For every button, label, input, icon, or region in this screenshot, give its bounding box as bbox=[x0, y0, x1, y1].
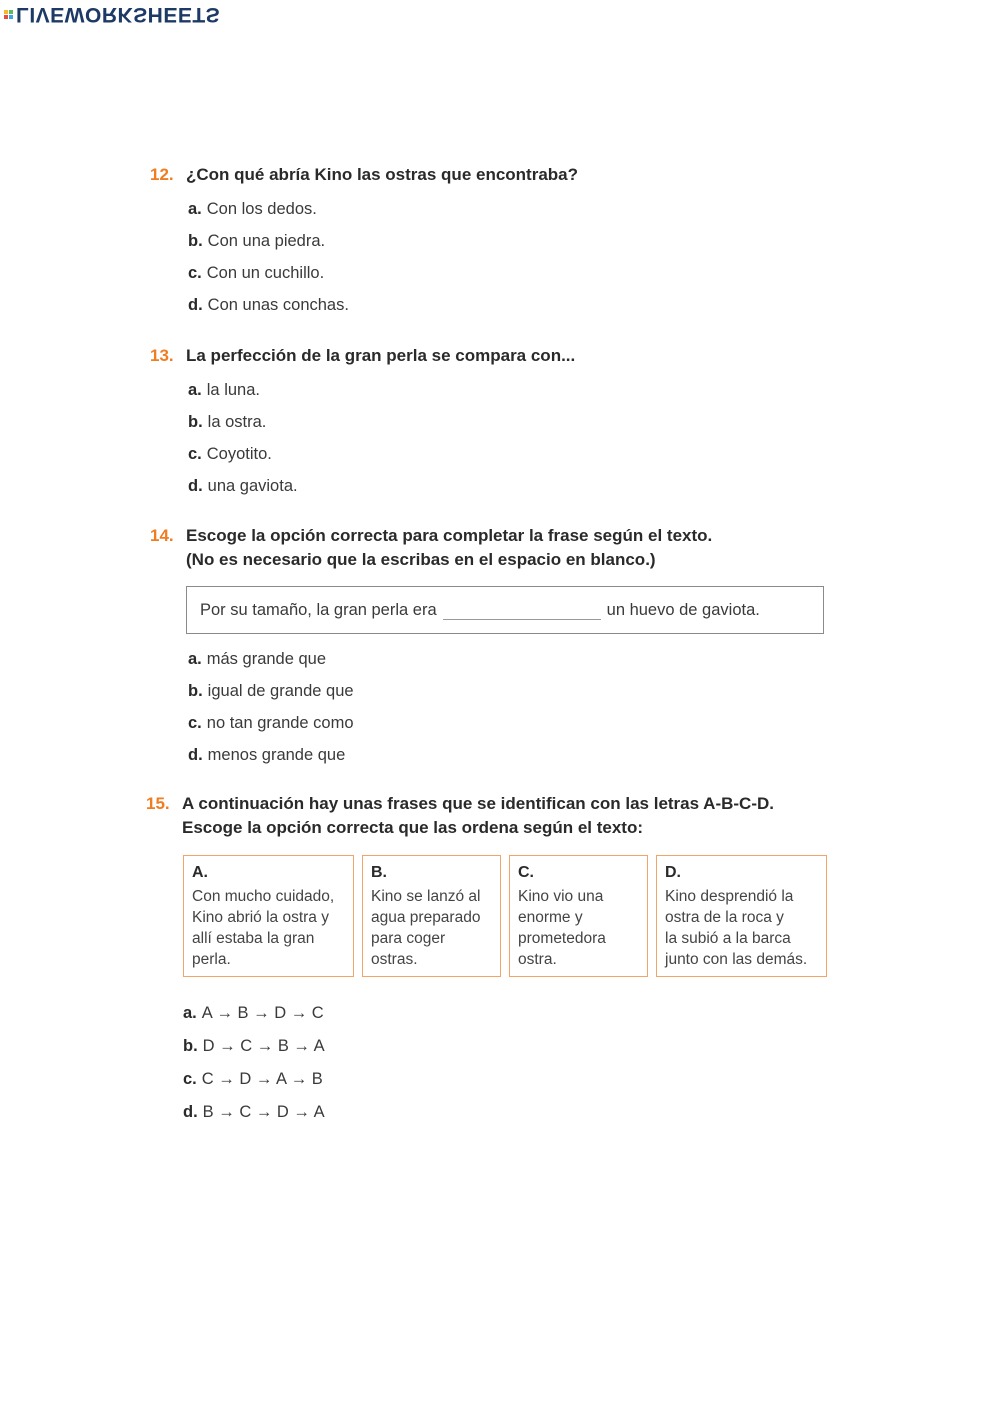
logo-blocks-icon bbox=[4, 10, 13, 19]
option-d[interactable]: d. menos grande que bbox=[188, 746, 346, 764]
option-b[interactable]: b. la ostra. bbox=[188, 413, 267, 431]
question-14-options bbox=[150, 643, 354, 771]
option-c[interactable]: c. Coyotito. bbox=[188, 445, 272, 463]
options-list bbox=[188, 193, 578, 321]
logo-block bbox=[4, 10, 8, 14]
logo-block bbox=[9, 10, 13, 14]
option-b[interactable]: b. Con una piedra. bbox=[188, 232, 326, 250]
card-text: Con mucho cuidado, Kino abrió la ostra y allí estaba la gran perla. bbox=[192, 888, 335, 968]
question-15 bbox=[146, 792, 774, 840]
option-a[interactable]: a. la luna. bbox=[188, 381, 260, 399]
option-c[interactable]: c. no tan grande como bbox=[188, 714, 354, 732]
liveworksheets-logo bbox=[4, 3, 220, 25]
question-number: 12. bbox=[150, 165, 174, 184]
option-b[interactable]: b. D → C → B → A bbox=[183, 1037, 325, 1055]
options-list bbox=[188, 643, 354, 771]
card-text: Kino desprendió la ostra de la roca y la subió a la barca junto con las demás. bbox=[665, 888, 808, 968]
sentence-box bbox=[186, 586, 824, 634]
card-letter: C. bbox=[518, 864, 534, 881]
option-a[interactable]: a. Con los dedos. bbox=[188, 200, 317, 218]
question-number: 14. bbox=[150, 526, 174, 545]
question-text: La perfección de la gran perla se compara con... bbox=[186, 346, 576, 365]
sentence-before: Por su tamaño, la gran perla era bbox=[200, 601, 437, 619]
question-text: A continuación hay unas frases que se identifican con las letras A-B-C-D. Escoge la opción correcta que las ordena según el texto: bbox=[182, 794, 774, 837]
question-12 bbox=[150, 163, 578, 321]
logo-text: LIVEWORKSHEETS bbox=[16, 3, 221, 26]
logo-block bbox=[9, 15, 13, 19]
option-a[interactable]: a. A → B → D → C bbox=[183, 1004, 324, 1022]
card-a bbox=[183, 855, 354, 977]
question-14 bbox=[150, 524, 712, 572]
card-d bbox=[656, 855, 827, 977]
sentence-cards bbox=[183, 855, 827, 977]
options-list bbox=[188, 374, 575, 502]
question-13 bbox=[150, 344, 575, 502]
option-c[interactable]: c. C → D → A → B bbox=[183, 1070, 323, 1088]
question-text: Escoge la opción correcta para completar la frase según el texto. (No es necesario que la escribas en el espacio en blanco.) bbox=[186, 526, 713, 569]
sentence-after: un huevo de gaviota. bbox=[606, 601, 760, 619]
card-letter: D. bbox=[665, 864, 681, 881]
option-d[interactable]: d. Con unas conchas. bbox=[188, 296, 349, 314]
question-number: 13. bbox=[150, 346, 174, 365]
option-c[interactable]: c. Con un cuchillo. bbox=[188, 264, 325, 282]
option-b[interactable]: b. igual de grande que bbox=[188, 682, 354, 700]
card-c bbox=[509, 855, 648, 977]
card-b bbox=[362, 855, 501, 977]
card-letter: A. bbox=[192, 864, 208, 881]
option-d[interactable]: d. una gaviota. bbox=[188, 477, 298, 495]
card-text: Kino vio una enorme y prometedora ostra. bbox=[518, 888, 606, 968]
question-15-options bbox=[145, 997, 325, 1129]
question-number: 15. bbox=[146, 794, 170, 813]
option-a[interactable]: a. más grande que bbox=[188, 650, 327, 668]
card-text: Kino se lanzó al agua preparado para coger ostras. bbox=[371, 888, 481, 968]
blank-space[interactable] bbox=[443, 601, 601, 620]
card-letter: B. bbox=[371, 864, 387, 881]
options-list bbox=[183, 997, 325, 1129]
question-text: ¿Con qué abría Kino las ostras que encontraba? bbox=[186, 165, 579, 184]
logo-block bbox=[4, 15, 8, 19]
option-d[interactable]: d. B → C → D → A bbox=[183, 1103, 325, 1121]
